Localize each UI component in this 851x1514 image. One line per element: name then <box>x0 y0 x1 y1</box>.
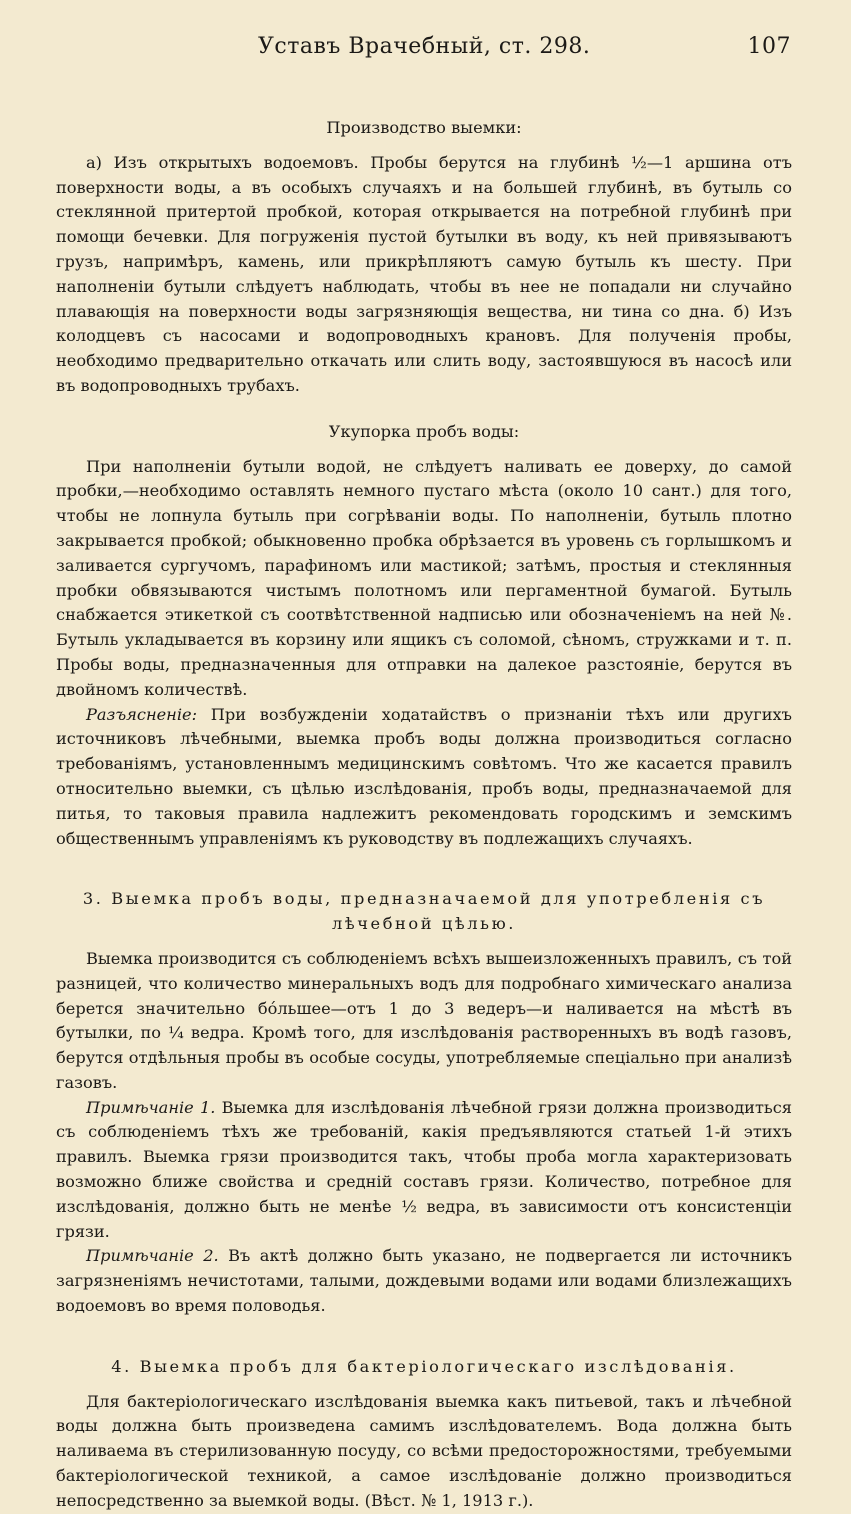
section-title-3-line2: лѣчебной цѣлью. <box>331 914 517 934</box>
page-number: 107 <box>747 34 791 59</box>
section-heading-sealing: Укупорка пробъ воды: <box>328 421 520 441</box>
note-1-label: Примѣчаніе 1. <box>86 1097 216 1117</box>
paragraph-bacteriological: Для бактеріологическаго изслѣдованія выемка какъ питьевой, такъ и лѣчебной воды должна быть произведена самимъ изслѣдователемъ. Вода должна быть наливаема въ стерилизованную посуду, со всѣми предосторожностями, требуемыми бактеріологической техникой, а самое изслѣдованіе должно производиться непосредственно за выемкой воды. (Вѣст. № 1, 1913 г.). <box>56 1391 792 1510</box>
paragraph-sampling: а) Изъ открытыхъ водоемовъ. Пробы берутся на глубинѣ ½—1 аршина отъ поверхности воды, а въ особыхъ случаяхъ и на большей глубинѣ, въ бутыль со стеклянной притертой пробкой, которая открывается на потребной глубинѣ при помощи бечевки. Для погруженія пустой бутылки въ воду, къ ней привязываютъ грузъ, напримѣръ, камень, или прикрѣпляютъ самую бутыль къ шесту. При наполненіи бутыли слѣдуетъ наблюдать, чтобы въ нее не попадали ни случайно плавающія на поверхности воды загрязняющія вещества, ни тина со дна. б) Изъ колодцевъ съ насосами и водопроводныхъ крановъ. Для полученія пробы, необходимо предварительно откачать или слить воду, застоявшуюся въ насосѣ или въ водопроводныхъ трубахъ. <box>56 152 792 395</box>
paragraph-medicinal: Выемка производится съ соблюденіемъ всѣхъ вышеизложенныхъ правилъ, съ той разницей, что количество минеральныхъ водъ для подробнаго химическаго анализа берется значительно бо́льшее—отъ 1 до 3 ведеръ—и наливается на мѣстѣ въ бутылки, по ¼ ведра. Кромѣ того, для изслѣдованія растворенныхъ въ водѣ газовъ, берутся отдѣльныя пробы въ особые сосуды, употребляемые спеціально при анализѣ газовъ. <box>56 948 792 1092</box>
clarification-text: При возбужденіи ходатайствъ о признаніи тѣхъ или другихъ источниковъ лѣчебными, выемка пробъ воды должна производиться согласно требованіямъ, установленнымъ медицинскимъ совѣтомъ. Что же касается правилъ относительно выемки, съ цѣлью изслѣдованія, пробъ воды, предназначаемой для питья, то таковыя правила надлежитъ рекомендовать городскимъ и земскимъ общественнымъ управленіямъ къ руководству въ подлежащихъ случаяхъ. <box>56 704 792 848</box>
running-title: Уставъ Врачебный, ст. 298. <box>258 34 591 59</box>
section-title-4: 4. Выемка пробъ для бактеріологическаго изслѣдованія. <box>111 1356 737 1376</box>
section-title-3 <box>56 887 792 937</box>
paragraph-sealing: При наполненіи бутыли водой, не слѣдуетъ наливать ее доверху, до самой пробки,—необходимо оставлять немного пустаго мѣста (около 10 сант.) для того, чтобы не лопнула бутыль при согрѣваніи воды. По наполненіи, бутыль плотно закрывается пробкой; обыкновенно пробка обрѣзается въ уровень съ горлышкомъ и заливается сургучомъ, парафиномъ или мастикой; затѣмъ, простыя и стеклянныя пробки обвязываются чистымъ полотномъ или пергаментной бумагой. Бутыль снабжается этикеткой съ соотвѣтственной надписью или обозначеніемъ на ней №. Бутыль укладывается въ корзину или ящикъ съ соломой, сѣномъ, стружками и т. п. Пробы воды, предназначенныя для отправки на далекое разстояніе, берутся въ двойномъ количествѣ. <box>56 456 792 699</box>
paragraph-note-2 <box>56 1244 792 1318</box>
note-1-text: Выемка для изслѣдованія лѣчебной грязи должна производиться съ соблюденіемъ тѣхъ же требованій, какія предъявляются статьей 1-й этихъ правилъ. Выемка грязи производится такъ, чтобы проба могла характеризовать возможно ближе свойства и средній составъ грязи. Количество, потребное для изслѣдованія, должно быть не менѣе ½ ведра, въ зависимости отъ консистенціи грязи. <box>56 1097 792 1241</box>
clarification-label: Разъясненіе: <box>86 704 198 724</box>
section-heading-sampling: Производство выемки: <box>326 118 522 137</box>
note-2-text: Въ актѣ должно быть указано, не подвергается ли источникъ загрязненіямъ нечистотами, талыми, дождевыми водами или водами близлежащихъ водоемовъ во время половодья. <box>56 1246 792 1316</box>
note-2-label: Примѣчаніе 2. <box>86 1246 219 1266</box>
paragraph-clarification <box>56 703 792 852</box>
section-title-3-line1: 3. Выемка пробъ воды, предназначаемой для употребленія съ <box>82 889 766 909</box>
page-body <box>56 116 792 1514</box>
paragraph-note-1 <box>56 1096 792 1245</box>
